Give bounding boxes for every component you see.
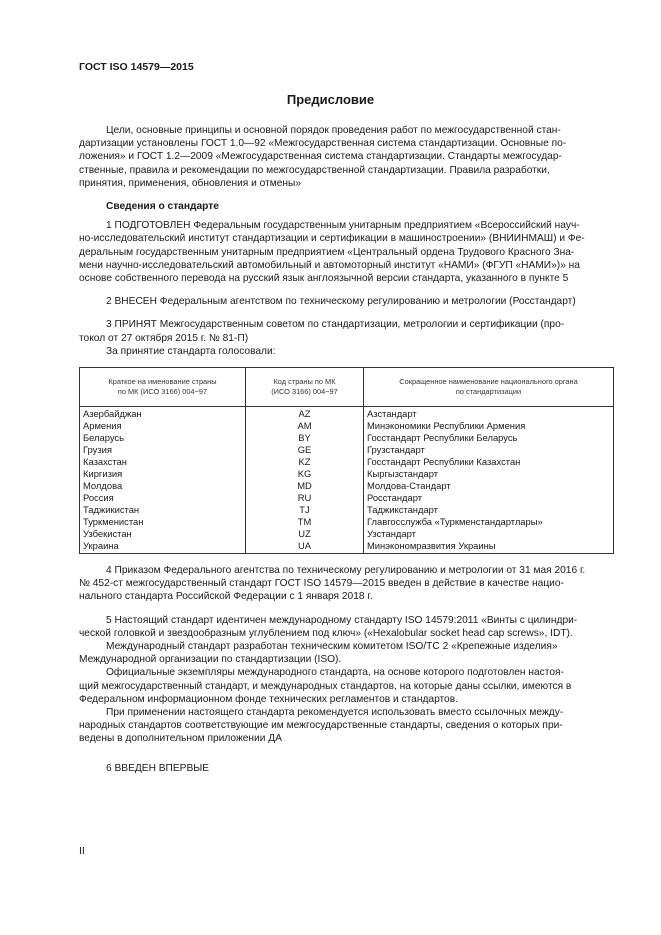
voting-table: [79, 367, 614, 554]
table-row: [80, 456, 614, 468]
section-heading: Сведения о стандарте: [106, 201, 219, 213]
cell-code: TJ: [246, 504, 364, 516]
cell-standards-body: Молдова-Стандарт: [364, 480, 614, 492]
cell-code: MD: [246, 480, 364, 492]
item-4-paragraph: [79, 564, 614, 604]
item-5-line: ческой головкой и звездообразным углублением под ключ» («Hexalobular socket head cap screws», IDT).: [79, 627, 573, 639]
item-1-line: деральным государственным унитарным предприятием «Центральный ордена Трудового Красного Зна-: [79, 246, 575, 258]
item-1-line: основе собственного перевода на русский язык англоязычной версии стандарта, указанного в пункте 5: [79, 273, 569, 285]
cell-standards-body: Госстандарт Республики Казахстан: [364, 456, 614, 468]
cell-standards-body: Главгосслужба «Туркменстандартлары»: [364, 516, 614, 528]
cell-code: GE: [246, 444, 364, 456]
cell-code: UZ: [246, 528, 364, 540]
cell-code: AM: [246, 420, 364, 432]
item-1-line: но-исследовательский институт стандартизации и сертификации в машиностроении» (ВНИИНМАШ) и Фе-: [79, 233, 585, 245]
item-5d-paragraph: [79, 706, 614, 746]
intro-line: ложения» и ГОСТ 1.2—2009 «Межгосударственная система стандартизации. Стандарты межгосудар-: [79, 151, 562, 163]
item-3-paragraph: [79, 318, 614, 344]
item-4-line: № 452-ст межгосударственный стандарт ГОСТ ISO 14579—2015 введен в действие в качестве нацио-: [79, 578, 564, 590]
item-5c-line: Федеральном информационном фонде технических регламентов и стандартов.: [79, 693, 458, 705]
table-row: [80, 407, 614, 421]
document-header: ГОСТ ISO 14579—2015: [79, 61, 194, 73]
column-header-country: Краткое на именование страны по МК (ИСО 3166) 004−97: [80, 368, 246, 407]
table-row: [80, 540, 614, 554]
item-6-paragraph: 6 ВВЕДЕН ВПЕРВЫЕ: [106, 762, 210, 774]
table-row: [80, 444, 614, 456]
cell-country: Украина: [80, 540, 246, 554]
cell-country: Армения: [80, 420, 246, 432]
item-5b-line: Международный стандарт разработан техническим комитетом ISO/TC 2 «Крепежные изделия»: [106, 641, 558, 653]
cell-country: Таджикистан: [80, 504, 246, 516]
cell-code: RU: [246, 492, 364, 504]
cell-country: Россия: [80, 492, 246, 504]
item-1-line: мени научно-исследовательский автомобильный и автомоторный институт «НАМИ» (ФГУП «НАМИ»)» на: [79, 259, 580, 271]
cell-code: KG: [246, 468, 364, 480]
table-row: [80, 516, 614, 528]
cell-code: AZ: [246, 407, 364, 421]
table-row: [80, 528, 614, 540]
cell-standards-body: Узстандарт: [364, 528, 614, 540]
cell-country: Азербайджан: [80, 407, 246, 421]
table-row: [80, 504, 614, 516]
intro-line: Цели, основные принципы и основной порядок проведения работ по межгосударственной стан-: [106, 125, 561, 136]
page-number: II: [79, 845, 85, 857]
intro-line: принятия, применения, обновления и отмены»: [79, 177, 302, 189]
cell-country: Молдова: [80, 480, 246, 492]
item-5c-line: щий межгосударственный стандарт, и международных стандартов, на которые даны ссылки, имеются в: [79, 680, 572, 692]
column-header-code: Код страны по МК (ИСО 3166) 004−97: [246, 368, 364, 407]
item-5-line: 5 Настоящий стандарт идентичен международному стандарту ISO 14579:2011 «Винты с цилиндри-: [106, 614, 578, 626]
cell-country: Беларусь: [80, 432, 246, 444]
table-header-row: [80, 368, 614, 407]
cell-standards-body: Госстандарт Республики Беларусь: [364, 432, 614, 444]
document-body: [79, 124, 614, 775]
cell-code: KZ: [246, 456, 364, 468]
cell-standards-body: Азстандарт: [364, 407, 614, 421]
item-4-line: нального стандарта Российской Федерации с 1 января 2018 г.: [79, 591, 373, 603]
intro-line: ственные, правила и рекомендации по межгосударственной стандартизации. Правила разработки,: [79, 164, 550, 176]
item-5d-line: При применении настоящего стандарта рекомендуется использовать вместо ссылочных между-: [106, 707, 564, 719]
table-row: [80, 420, 614, 432]
item-3-line: 3 ПРИНЯТ Межгосударственным советом по стандартизации, метрологии и сертификации (про-: [106, 319, 565, 331]
item-5d-line: ведены в дополнительном приложении ДА: [79, 733, 282, 745]
cell-country: Узбекистан: [80, 528, 246, 540]
cell-standards-body: Минэкономики Республики Армения: [364, 420, 614, 432]
item-1-line: 1 ПОДГОТОВЛЕН Федеральным государственным унитарным предприятием «Всероссийский науч-: [106, 220, 580, 232]
item-1-paragraph: [79, 219, 614, 285]
table-row: [80, 492, 614, 504]
intro-paragraph: [79, 124, 614, 190]
table-row: [80, 432, 614, 444]
cell-code: TM: [246, 516, 364, 528]
cell-standards-body: Грузстандарт: [364, 444, 614, 456]
item-3-line: токол от 27 октября 2015 г. № 81-П): [79, 332, 249, 344]
cell-code: UA: [246, 540, 364, 554]
cell-country: Туркменистан: [80, 516, 246, 528]
cell-country: Грузия: [80, 444, 246, 456]
table-row: [80, 480, 614, 492]
cell-standards-body: Таджикстандарт: [364, 504, 614, 516]
cell-code: BY: [246, 432, 364, 444]
item-5-paragraph: [79, 614, 614, 640]
page-title: Предисловие: [286, 92, 375, 107]
intro-line: дартизации установлены ГОСТ 1.0—92 «Межгосударственная система стандартизации. Основные по-: [79, 138, 567, 150]
cell-standards-body: Минэкономразвития Украины: [364, 540, 614, 554]
cell-country: Казахстан: [80, 456, 246, 468]
voted-line: За принятие стандарта голосовали:: [106, 345, 276, 357]
item-5c-line: Официальные экземпляры международного стандарта, на основе которого подготовлен настоя-: [106, 667, 564, 679]
item-5d-line: народных стандартов соответствующие им межгосударственные стандарты, сведения о которых при-: [79, 720, 563, 732]
table-row: [80, 468, 614, 480]
cell-standards-body: Росстандарт: [364, 492, 614, 504]
item-5b-line: Международной организации по стандартизации (ISO).: [79, 654, 342, 666]
item-5c-paragraph: [79, 666, 614, 706]
cell-country: Киргизия: [80, 468, 246, 480]
cell-standards-body: Кыргызстандарт: [364, 468, 614, 480]
item-4-line: 4 Приказом Федерального агентства по техническому регулированию и метрологии от 31 мая 2016 г.: [106, 565, 586, 577]
column-header-body: Сокращенное наименование национального органа по стандартизации: [364, 368, 614, 407]
item-5b-paragraph: [79, 640, 614, 666]
item-2-paragraph: 2 ВНЕСЕН Федеральным агентством по техническому регулированию и метрологии (Росстандарт): [106, 296, 576, 308]
